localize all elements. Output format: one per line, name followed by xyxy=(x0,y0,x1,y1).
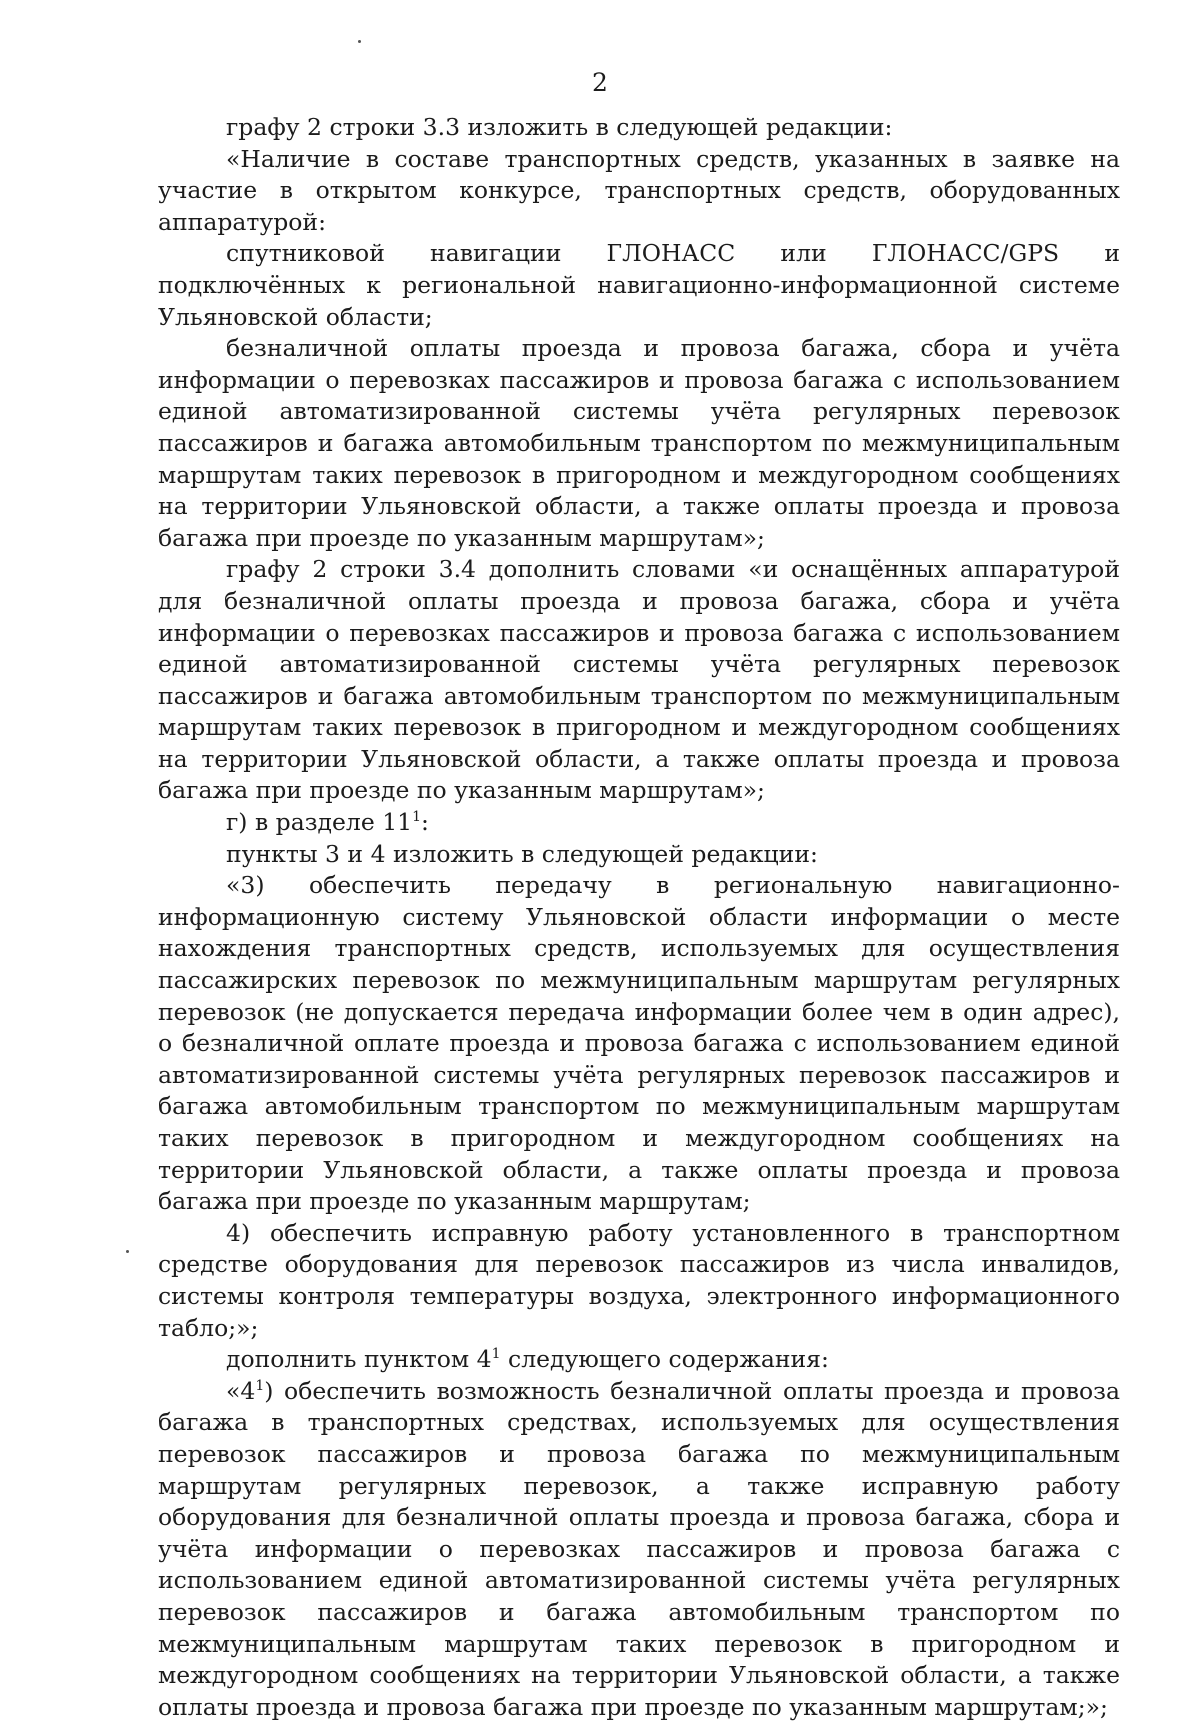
paragraph-text: следующего содержания: xyxy=(500,1345,829,1374)
scan-speck xyxy=(358,40,361,43)
document-body xyxy=(158,112,1120,1723)
paragraph: «3) обеспечить передачу в региональную навигационно-информационную систему Ульяновской области информации о месте нахождения транспортных средств, используемых для осуществления пассажирских перевозок по межмуниципальным маршрутам регулярных перевозок (не допускается передача информации более чем в один адрес), о безналичной оплате проезда и провоза багажа с использованием единой автоматизированной системы учёта регулярных перевозок пассажиров и багажа автомобильным транспортом по межмуниципальным маршрутам таких перевозок в пригородном и междугородном сообщениях на территории Ульяновской области, а также оплаты проезда и провоза багажа при проезде по указанным маршрутам; xyxy=(158,871,1120,1216)
paragraph: «Наличие в составе транспортных средств, указанных в заявке на участие в открытом конкурсе, транспортных средств, оборудованных аппаратурой: xyxy=(158,144,1120,236)
paragraph: безналичной оплаты проезда и провоза багажа, сбора и учёта информации о перевозках пассажиров и провоза багажа с использованием единой автоматизированной системы учёта регулярных перевозок пассажиров и багажа автомобильным транспортом по межмуниципальным маршрутам таких перевозок в пригородном и междугородном сообщениях на территории Ульяновской области, а также оплаты проезда и провоза багажа при проезде по указанным маршрутам»; xyxy=(158,334,1120,552)
superscript: 1 xyxy=(491,1346,501,1363)
paragraph-text: дополнить пунктом 4 xyxy=(226,1345,492,1374)
paragraph: спутниковой навигации ГЛОНАСС или ГЛОНАСС/GPS и подключённых к региональной навигационно-информационной системе Ульяновской области; xyxy=(158,239,1120,331)
paragraph xyxy=(158,1376,1120,1723)
paragraph-text: «4 xyxy=(226,1376,256,1405)
superscript: 1 xyxy=(255,1377,265,1394)
paragraph: пункты 3 и 4 изложить в следующей редакции: xyxy=(226,839,818,868)
paragraph-text: : xyxy=(421,808,429,837)
paragraph xyxy=(158,1344,1120,1376)
paragraph: 4) обеспечить исправную работу установленного в транспортном средстве оборудования для перевозок пассажиров из числа инвалидов, системы контроля температуры воздуха, электронного информационного табло;»; xyxy=(158,1218,1120,1342)
superscript: 1 xyxy=(412,809,422,826)
paragraph: графу 2 строки 3.4 дополнить словами «и оснащённых аппаратурой для безналичной оплаты проезда и провоза багажа, сбора и учёта информации о перевозках пассажиров и провоза багажа с использованием единой автоматизированной системы учёта регулярных перевозок пассажиров и багажа автомобильным транспортом по межмуниципальным маршрутам таких перевозок в пригородном и междугородном сообщениях на территории Ульяновской области, а также оплаты проезда и провоза багажа при проезде по указанным маршрутам»; xyxy=(158,555,1120,805)
page-number: 2 xyxy=(592,68,608,97)
paragraph: графу 2 строки 3.3 изложить в следующей редакции: xyxy=(226,113,893,141)
scan-speck xyxy=(126,1250,129,1253)
section-heading xyxy=(158,807,1120,839)
paragraph-text: г) в разделе 11 xyxy=(226,808,413,837)
paragraph-text: ) обеспечить возможность безналичной оплаты проезда и провоза багажа в транспортных средствах, используемых для осуществления перевозок пассажиров и провоза багажа по межмуниципальным маршрутам регулярных перевозок, а также исправную работу оборудования для безналичной оплаты проезда и провоза багажа, сбора и учёта информации о перевозках пассажиров и провоза багажа с использованием единой автоматизированной системы учёта регулярных перевозок пассажиров и багажа автомобильным транспортом по межмуниципальным маршрутам таких перевозок в пригородном и междугородном сообщениях на территории Ульяновской области, а также оплаты проезда и провоза багажа при проезде по указанным маршрутам;»; xyxy=(158,1376,1120,1721)
